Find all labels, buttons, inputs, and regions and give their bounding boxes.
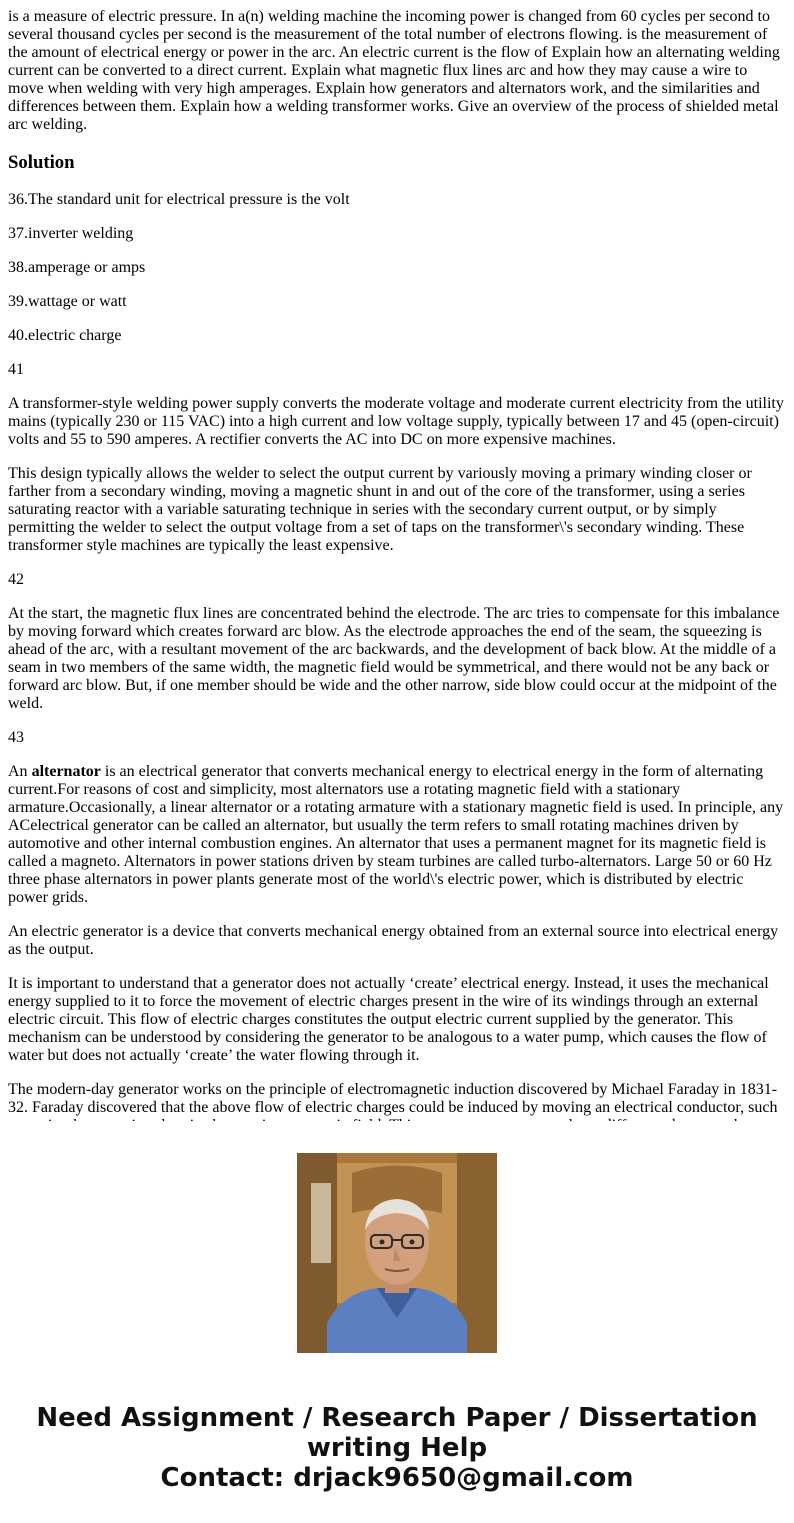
alternator-lead: An: [8, 763, 32, 780]
alternator-definition: is an electrical generator that converts mechanical energy to electrical energy in the form of alternating current.For reasons of cost and simplicity, most alternators use a rotating magnetic field with a stationary armature.Occasionally, a linear alternator or a rotating armature with a stationary magnetic field is used. In principle, any ACelectrical generator can be called an alternator, but usually the term refers to small rotating machines driven by automotive and other internal combustion engines. An alternator that uses a permanent magnet for its magnetic field is called a magneto. Alternators in power stations driven by steam turbines are called turbo-alternators. Large 50 or 60 Hz three phase alternators in power plants generate most of the world\'s electric power, which is distributed by electric power grids.: [8, 763, 784, 906]
promo-line-1: Need Assignment / Research Paper / Dissertation: [36, 1403, 758, 1433]
answer-41-paragraph-1: A transformer-style welding power supply converts the moderate voltage and moderate current electricity from the utility mains (typically 230 or 115 VAC) into a high current and low voltage supply, typically between 17 and 45 (open-circuit) volts and 55 to 590 amperes. A rectifier converts the AC into DC on more expensive machines.: [8, 395, 784, 448]
solution-heading: Solution: [8, 152, 75, 173]
avatar-portrait: [297, 1153, 497, 1353]
promo-contact: Contact: drjack9650@gmail.com: [160, 1463, 634, 1493]
answer-40: 40.electric charge: [8, 327, 122, 344]
answer-37: 37.inverter welding: [8, 225, 134, 242]
alternator-term: alternator: [31, 763, 101, 780]
answer-41-label: 41: [8, 361, 24, 378]
answer-41-paragraph-2: This design typically allows the welder to select the output current by variously moving a primary winding closer or farther from a secondary winding, moving a magnetic shunt in and out of the core of the transformer, using a series saturating reactor with a variable saturating technique in series with the secondary current output, or by simply permitting the welder to select the output voltage from a set of taps on the transformer\'s secondary winding. These transformer style machines are typically the least expensive.: [8, 465, 752, 554]
document-body: [8, 8, 786, 1121]
promo-section: [0, 1121, 794, 1523]
answer-43-paragraph-4: The modern-day generator works on the principle of electromagnetic induction discovered by Michael Faraday in 1831-32. Faraday discovered that the above flow of electric charges could be induced by moving an electrical conductor, such: [8, 1081, 778, 1116]
answer-43-paragraph-3: It is important to understand that a generator does not actually ‘create’ electrical energy. Instead, it uses the mechanical energy supplied to it to force the movement of electric charges present in the wire of its windings through an external electric circuit. This flow of electric charges constitutes the output electric current supplied by the generator. This mechanism can be understood by considering the generator to be analogous to a water pump, which causes the flow of water but does not actually ‘create’ the water flowing through it.: [8, 975, 769, 1064]
answer-38: 38.amperage or amps: [8, 259, 146, 276]
avatar: [297, 1153, 497, 1353]
answer-36: 36.The standard unit for electrical pressure is the volt: [8, 191, 350, 208]
promo-text: [0, 1403, 794, 1493]
answer-42-label: 42: [8, 571, 24, 588]
answer-43-label: 43: [8, 729, 24, 746]
answer-39: 39.wattage or watt: [8, 293, 127, 310]
answer-42-paragraph: At the start, the magnetic flux lines are concentrated behind the electrode. The arc tries to compensate for this imbalance by moving forward which creates forward arc blow. As the electrode approaches the end of the seam, the squeezing is ahead of the arc, with a resultant movement of the arc backwards, and the development of back blow. At the middle of a seam in two members of the same width, the magnetic field would be symmetrical, and there would not be any back or forward arc blow. But, if one member should be wide and the other narrow, side blow could occur at the midpoint of the weld.: [8, 605, 780, 712]
answer-43-alternator-paragraph: [8, 763, 786, 907]
answer-43-paragraph-2: An electric generator is a device that converts mechanical energy obtained from an external source into electrical energy as the output.: [8, 923, 779, 958]
question-text: is a measure of electric pressure. In a(n) welding machine the incoming power is changed from 60 cycles per second to several thousand cycles per second is the measurement of the total number of electrons flowing. is the measurement of the amount of electrical energy or power in the arc. An electric current is the flow of Explain how an alternating welding current can be converted to a direct current. Explain what magnetic flux lines arc and how they may cause a wire to move when welding with very high amperages. Explain how generators and alternators work, and the similarities and differences between them. Explain how a welding transformer works. Give an overview of the process of shielded metal arc welding.: [8, 8, 780, 133]
promo-line-2: writing Help: [306, 1433, 488, 1463]
